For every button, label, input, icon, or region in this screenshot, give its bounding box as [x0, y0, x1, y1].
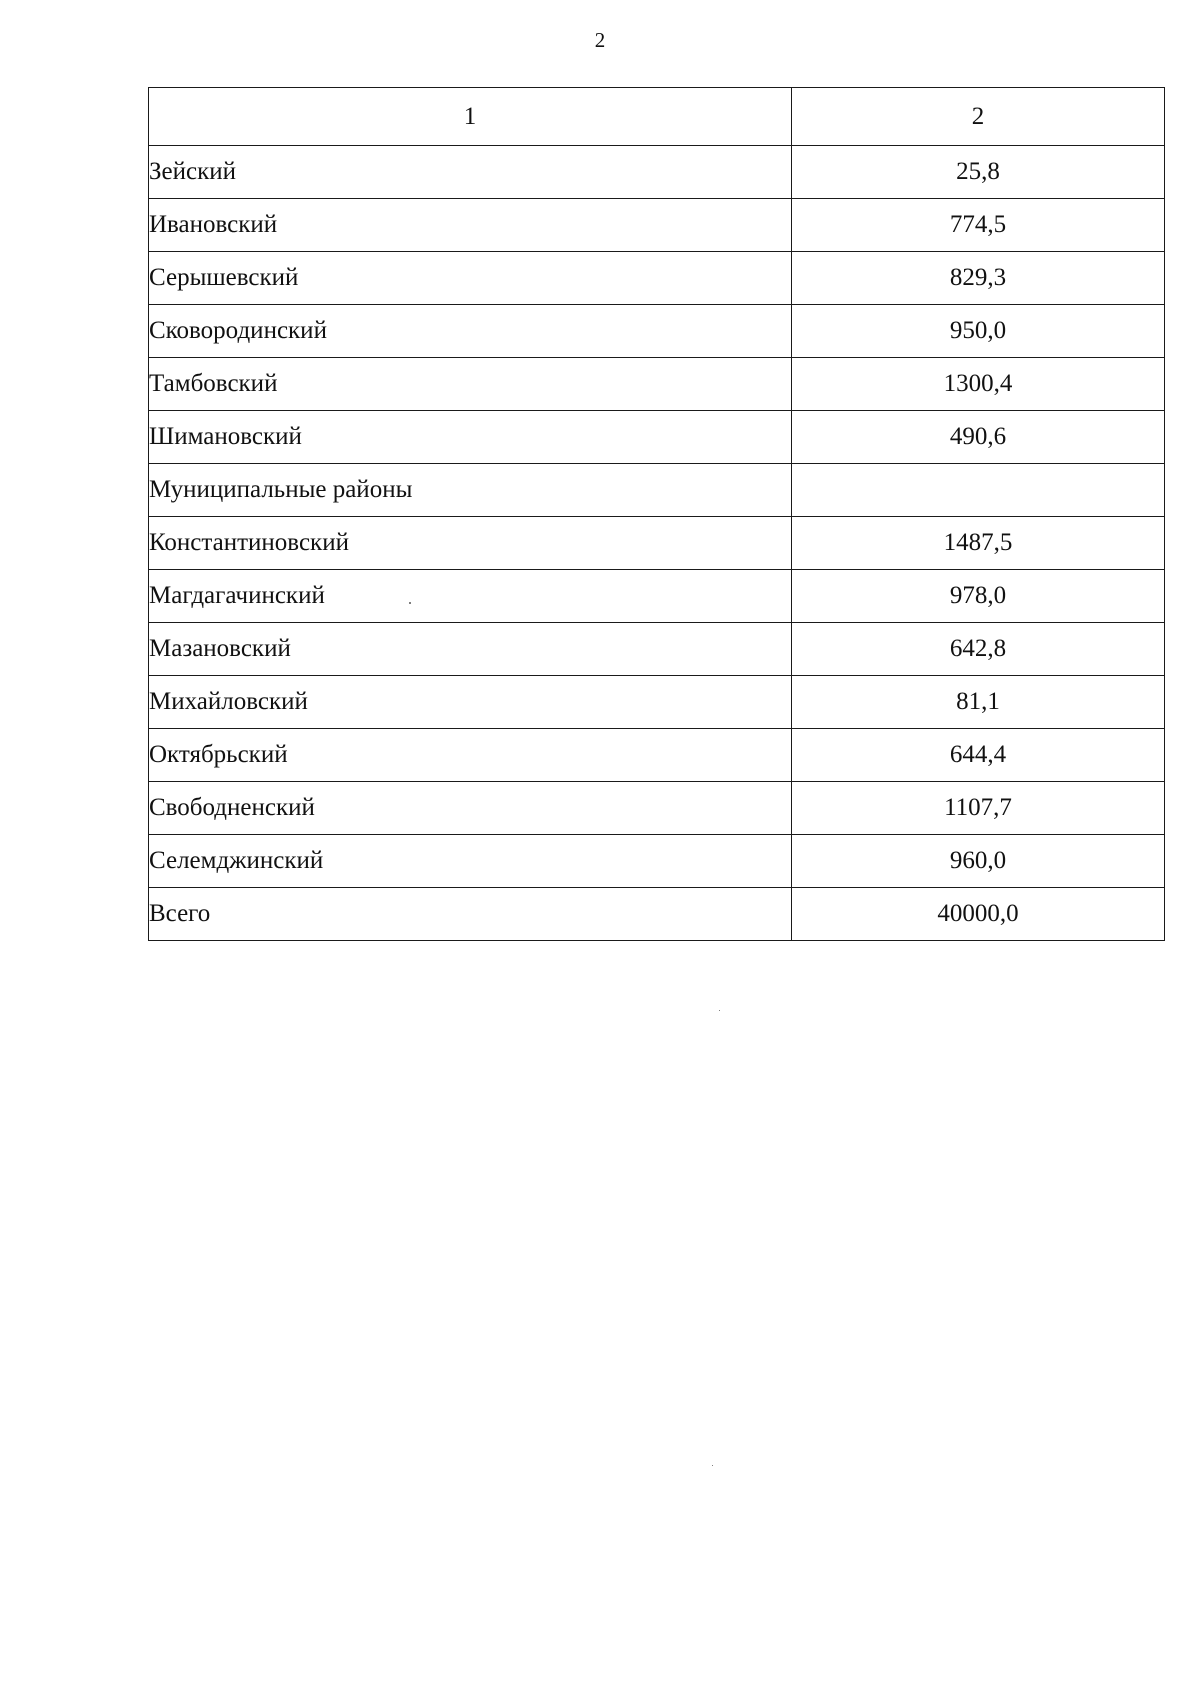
section-header-label: Муниципальные районы: [149, 464, 792, 517]
district-name: Октябрьский: [149, 729, 792, 782]
total-row: [149, 888, 1165, 941]
column-header-1: 1: [149, 88, 792, 146]
scan-speck: [409, 602, 411, 604]
table-row: [149, 729, 1165, 782]
table-row: [149, 517, 1165, 570]
district-name: Михайловский: [149, 676, 792, 729]
table-header-row: [149, 88, 1165, 146]
district-value: 829,3: [792, 252, 1165, 305]
total-label: Всего: [149, 888, 792, 941]
district-value: 642,8: [792, 623, 1165, 676]
district-name: Селемджинский: [149, 835, 792, 888]
column-header-2: 2: [792, 88, 1165, 146]
district-value: 960,0: [792, 835, 1165, 888]
district-name: Свободненский: [149, 782, 792, 835]
table-row: [149, 411, 1165, 464]
page-number: 2: [594, 28, 606, 52]
district-value: 25,8: [792, 146, 1165, 199]
table-row: [149, 146, 1165, 199]
district-name: Зейский: [149, 146, 792, 199]
section-header-value: [792, 464, 1165, 517]
district-name: Шимановский: [149, 411, 792, 464]
table-row: [149, 570, 1165, 623]
district-value: 81,1: [792, 676, 1165, 729]
district-name: Сковородинский: [149, 305, 792, 358]
table-row: [149, 358, 1165, 411]
table-row: [149, 676, 1165, 729]
district-value: 774,5: [792, 199, 1165, 252]
district-name: Магдагачинский: [149, 570, 792, 623]
district-name: Мазановский: [149, 623, 792, 676]
table-row: [149, 835, 1165, 888]
district-value: 490,6: [792, 411, 1165, 464]
district-value: 1107,7: [792, 782, 1165, 835]
district-value: 1487,5: [792, 517, 1165, 570]
table-row: [149, 252, 1165, 305]
table-row: [149, 623, 1165, 676]
district-value: 950,0: [792, 305, 1165, 358]
scan-speck: [719, 1010, 720, 1011]
allocation-table: [148, 87, 1165, 941]
district-value: 644,4: [792, 729, 1165, 782]
district-name: Ивановский: [149, 199, 792, 252]
table-row: [149, 305, 1165, 358]
district-name: Константиновский: [149, 517, 792, 570]
scan-speck: [712, 1465, 713, 1466]
total-value: 40000,0: [792, 888, 1165, 941]
allocation-table-container: [148, 87, 1164, 941]
district-name: Серышевский: [149, 252, 792, 305]
section-header-row: [149, 464, 1165, 517]
table-row: [149, 199, 1165, 252]
district-value: 1300,4: [792, 358, 1165, 411]
district-name: Тамбовский: [149, 358, 792, 411]
table-row: [149, 782, 1165, 835]
district-value: 978,0: [792, 570, 1165, 623]
